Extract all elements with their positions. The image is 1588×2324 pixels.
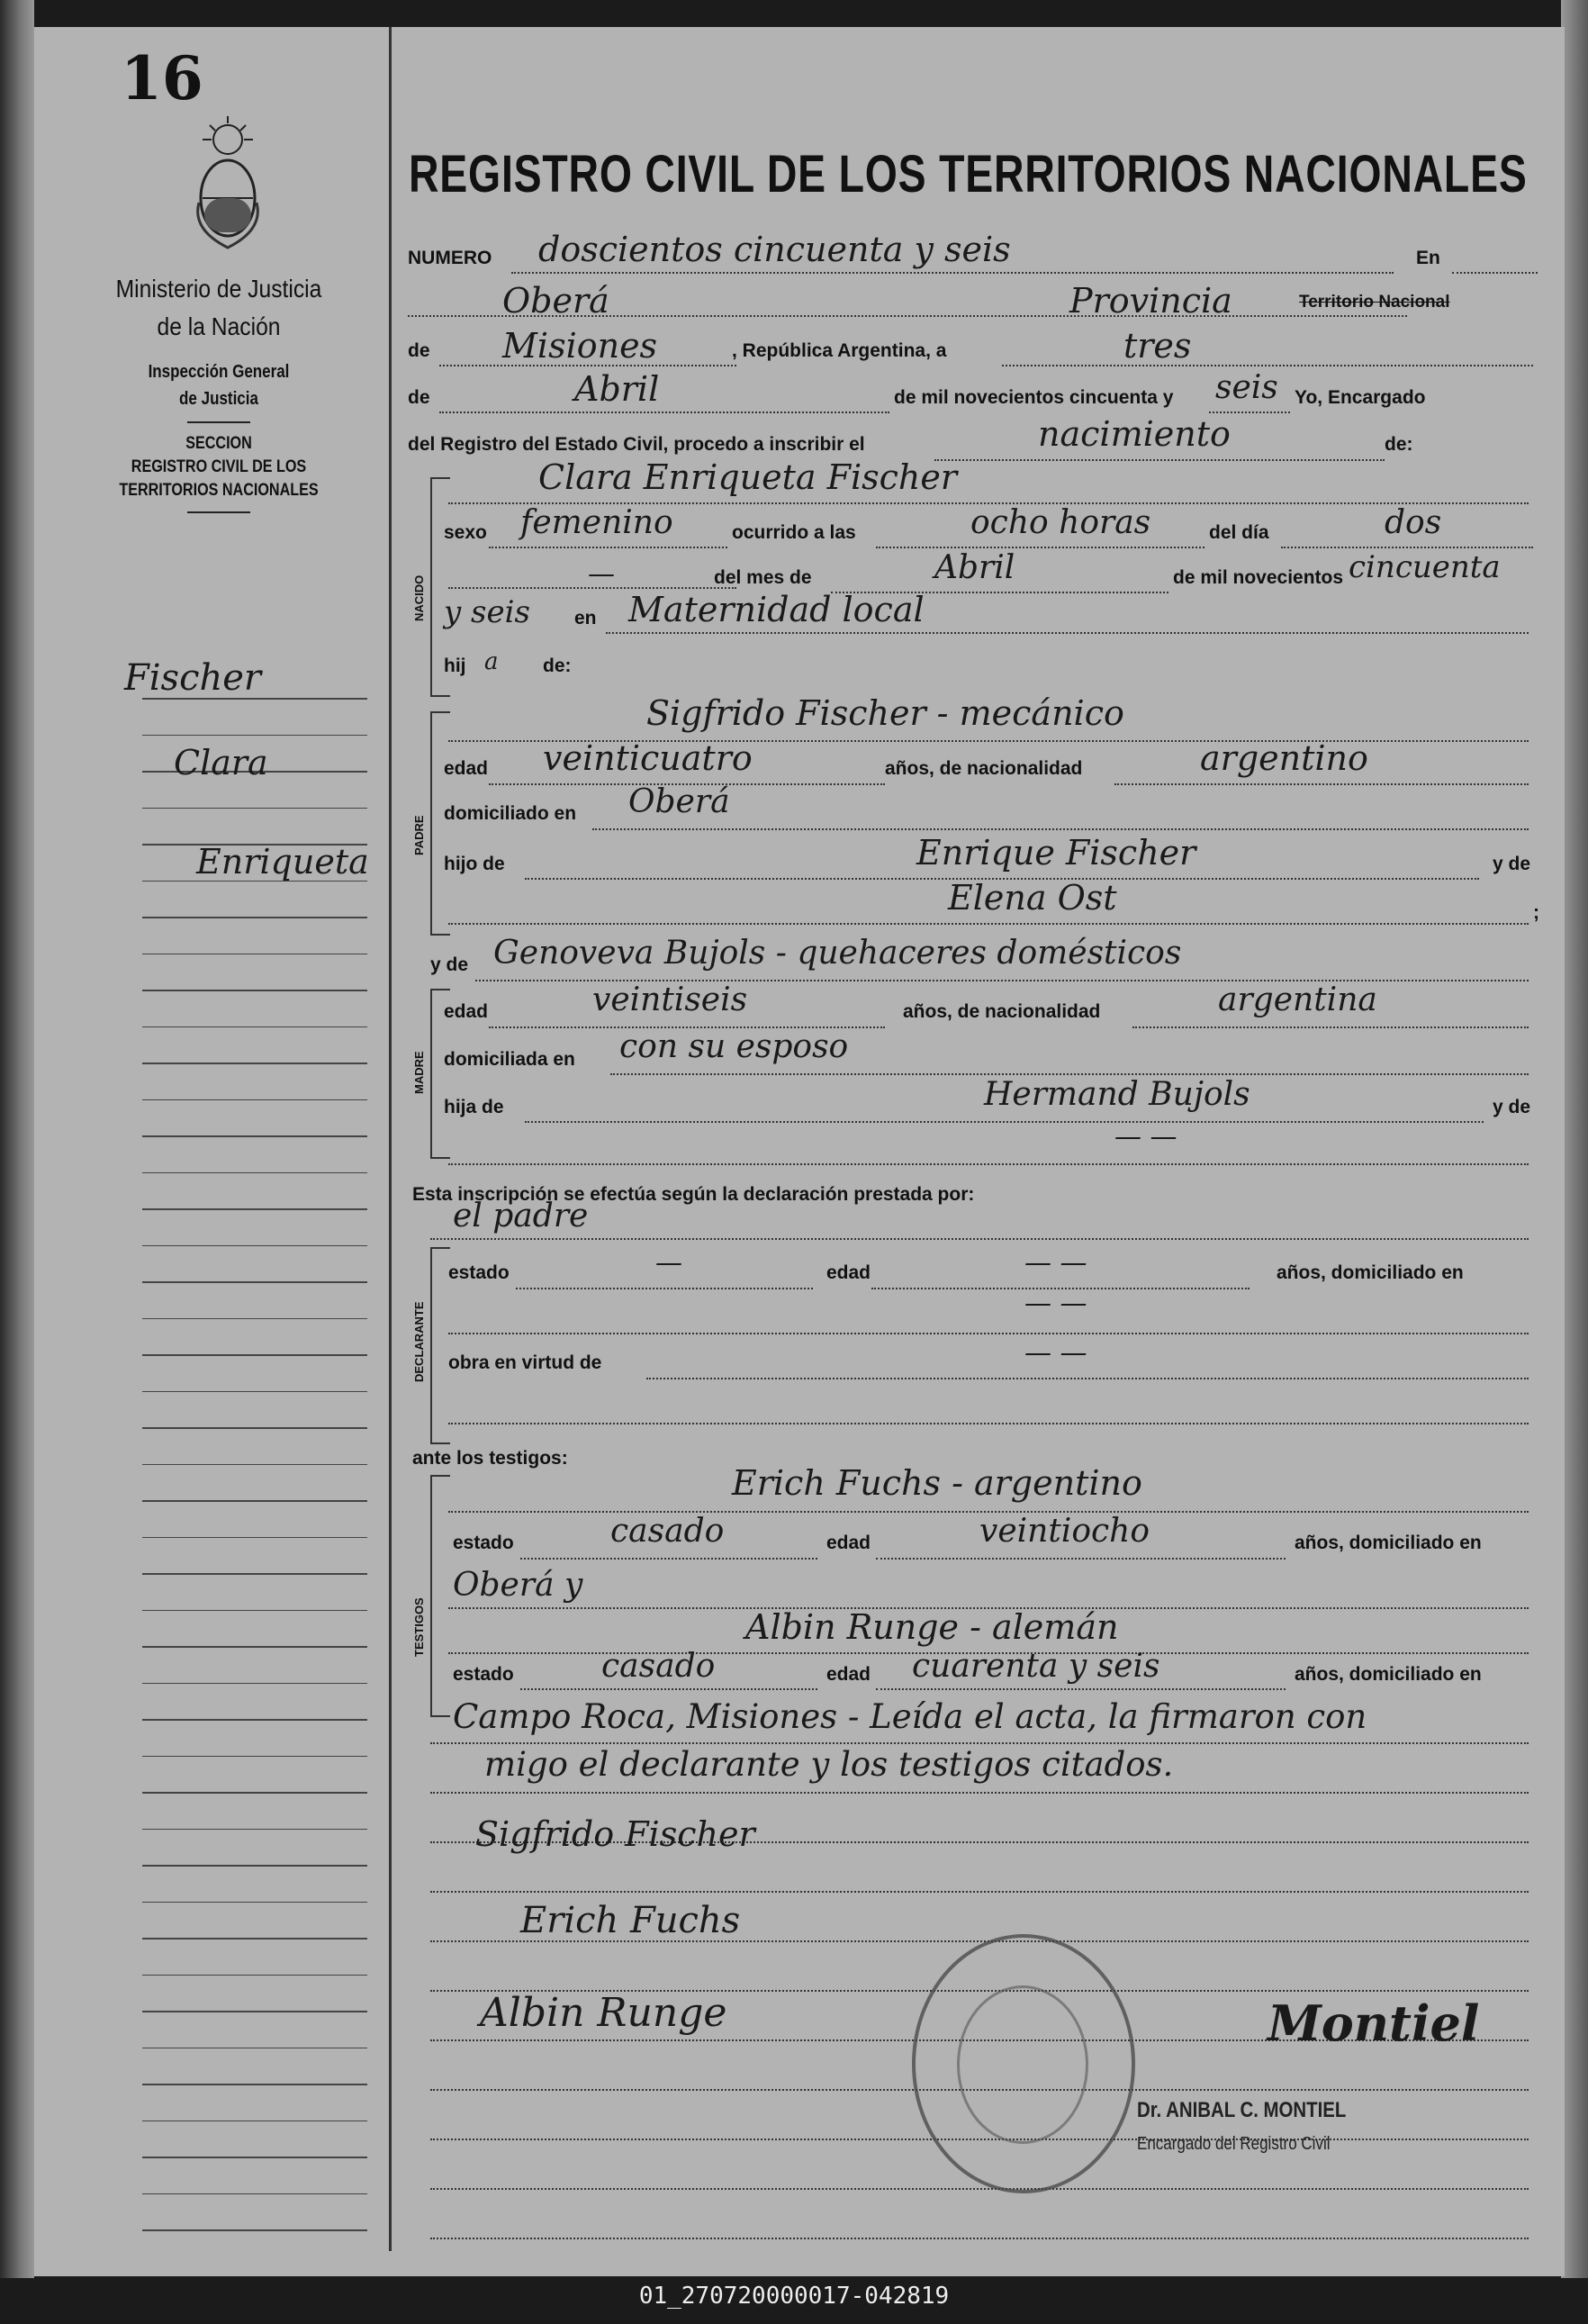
value-madre-dom: con su esposo bbox=[619, 1028, 849, 1065]
label-t2-estado: estado bbox=[453, 1664, 514, 1685]
section-name-2: TERRITORIOS NACIONALES bbox=[119, 481, 319, 500]
label-decl-estado: estado bbox=[448, 1262, 510, 1283]
book-binding bbox=[0, 0, 34, 2278]
value-padre-edad: veinticuatro bbox=[543, 738, 753, 778]
image-id-caption: 01_270720000017-042819 bbox=[638, 2283, 950, 2310]
label-de-2: de bbox=[408, 387, 430, 408]
label-hij: hij bbox=[444, 656, 466, 676]
value-testigo-1: Erich Fuchs - argentino bbox=[732, 1463, 1142, 1503]
margin-first-name: Clara bbox=[174, 743, 268, 782]
value-t1-edad: veintiocho bbox=[979, 1513, 1150, 1550]
label-nacido: NACIDO bbox=[412, 574, 426, 621]
value-dia: dos bbox=[1385, 504, 1442, 541]
signature-father: Sigfrido Fischer bbox=[475, 1814, 755, 1854]
value-anio-nac-2: y seis bbox=[444, 594, 530, 630]
label-madre-domicilio: domiciliada en bbox=[444, 1049, 575, 1070]
label-t2-anos: años, domiciliado en bbox=[1295, 1664, 1482, 1685]
margin-ruled-lines bbox=[142, 698, 367, 2266]
value-decl-edad: — — bbox=[1024, 1247, 1087, 1279]
value-cierre-1: Campo Roca, Misiones - Leída el acta, la firmaron con bbox=[453, 1697, 1367, 1736]
label-semicolon: ; bbox=[1533, 902, 1539, 923]
value-t2-estado: casado bbox=[601, 1648, 716, 1685]
label-inscripcion: Esta inscripción se efectúa según la declaración prestada por: bbox=[412, 1184, 975, 1205]
label-padre-domicilio: domiciliado en bbox=[444, 803, 577, 824]
value-nombre: Clara Enriqueta Fischer bbox=[538, 457, 958, 497]
margin-rule bbox=[389, 27, 392, 2251]
page-number: 16 bbox=[121, 43, 203, 113]
label-madre-anos: años, de nacionalidad bbox=[903, 1001, 1101, 1022]
value-padre-dom: Oberá bbox=[628, 783, 730, 820]
value-dash-1: — bbox=[588, 558, 615, 590]
label-madre-y-de: y de bbox=[1493, 1097, 1531, 1117]
label-de-colon: de: bbox=[1385, 434, 1413, 455]
label-registro: del Registro del Estado Civil, procedo a inscribir el bbox=[408, 434, 865, 455]
label-padre-anos: años, de nacionalidad bbox=[885, 758, 1083, 779]
value-numero: doscientos cincuenta y seis bbox=[538, 230, 1011, 269]
label-del-mes: del mes de bbox=[714, 567, 812, 588]
label-madre-edad: edad bbox=[444, 1001, 489, 1022]
label-t1-edad: edad bbox=[826, 1533, 871, 1553]
value-cierre-2: migo el declarante y los testigos citados. bbox=[484, 1745, 1174, 1784]
label-ocurrido: ocurrido a las bbox=[732, 522, 856, 543]
label-padre-edad: edad bbox=[444, 758, 489, 779]
declarante-bracket bbox=[430, 1247, 450, 1444]
label-en: En bbox=[1416, 248, 1440, 268]
margin-middle-name: Enriqueta bbox=[196, 842, 369, 882]
value-hora: ocho horas bbox=[970, 504, 1151, 541]
value-lugar-nac: Maternidad local bbox=[628, 590, 925, 629]
value-lugar: Oberá bbox=[502, 281, 609, 321]
page-edge bbox=[1561, 0, 1588, 2278]
value-decl-obra: — — bbox=[1024, 1337, 1087, 1369]
ministry-sub-1: Inspección General bbox=[148, 362, 290, 382]
label-t1-anos: años, domiciliado en bbox=[1295, 1533, 1482, 1553]
value-decl-estado: — bbox=[655, 1247, 682, 1279]
coat-of-arms-icon bbox=[192, 113, 264, 257]
value-padre-nombre: Sigfrido Fischer - mecánico bbox=[646, 693, 1124, 733]
value-declarante: el padre bbox=[453, 1198, 589, 1234]
value-t2-edad: cuarenta y seis bbox=[912, 1648, 1160, 1685]
label-hij-de: de: bbox=[543, 656, 572, 676]
label-obra: obra en virtud de bbox=[448, 1352, 602, 1373]
value-padre-nac: argentino bbox=[1200, 738, 1368, 778]
label-hijo-de: hijo de bbox=[444, 854, 505, 874]
value-provincia: Provincia bbox=[1069, 281, 1232, 321]
label-padre: PADRE bbox=[412, 815, 426, 855]
value-hij-suffix: a bbox=[484, 648, 499, 675]
value-padre-padre: Enrique Fischer bbox=[916, 833, 1196, 873]
value-padre-madre: Elena Ost bbox=[948, 878, 1117, 918]
label-de-1: de bbox=[408, 340, 430, 361]
value-testigo-2: Albin Runge - alemán bbox=[745, 1607, 1119, 1647]
section-name-1: REGISTRO CIVIL DE LOS bbox=[131, 457, 307, 476]
value-mes: Abril bbox=[574, 369, 660, 409]
label-territorio: Territorio Nacional bbox=[1299, 293, 1450, 312]
ministry-header bbox=[70, 270, 367, 522]
value-madre-madre: — — bbox=[1114, 1121, 1177, 1153]
value-madre-padre: Hermand Bujols bbox=[984, 1076, 1250, 1113]
value-territorio: Misiones bbox=[502, 326, 658, 366]
page-title: REGISTRO CIVIL DE LOS TERRITORIOS NACIONALES bbox=[409, 145, 1528, 203]
label-republica: , República Argentina, a bbox=[732, 340, 947, 361]
label-decl-anos: años, domiciliado en bbox=[1277, 1262, 1464, 1283]
label-t1-estado: estado bbox=[453, 1533, 514, 1553]
label-del-dia: del día bbox=[1209, 522, 1269, 543]
value-anio: seis bbox=[1215, 369, 1278, 406]
value-madre-edad: veintiseis bbox=[592, 981, 748, 1018]
value-t1-dom: Oberá y bbox=[453, 1567, 583, 1604]
label-decl-edad: edad bbox=[826, 1262, 871, 1283]
stamp-role: Encargado del Registro Civil bbox=[1137, 2134, 1331, 2154]
label-sexo: sexo bbox=[444, 522, 487, 543]
certificate-page bbox=[34, 27, 1565, 2276]
label-de-mil-2: de mil novecientos bbox=[1173, 567, 1344, 588]
testigos-bracket bbox=[430, 1475, 450, 1717]
label-hija-de: hija de bbox=[444, 1097, 504, 1117]
value-mes-nac: Abril bbox=[934, 549, 1015, 586]
value-madre-nac: argentina bbox=[1218, 981, 1377, 1018]
label-madre: MADRE bbox=[412, 1051, 426, 1094]
label-t2-edad: edad bbox=[826, 1664, 871, 1685]
ministry-title-2: de la Nación bbox=[157, 312, 281, 340]
value-dia-num: tres bbox=[1123, 326, 1192, 366]
label-numero: NUMERO bbox=[408, 248, 492, 268]
label-padre-y-de: y de bbox=[1493, 854, 1531, 874]
signature-official: Montiel bbox=[1268, 1994, 1480, 2052]
official-seal-inner bbox=[957, 1985, 1088, 2144]
label-ante: ante los testigos: bbox=[412, 1448, 568, 1469]
ministry-sub-2: de Justicia bbox=[179, 389, 258, 409]
value-anio-nac: cincuenta bbox=[1349, 549, 1501, 585]
signature-witness-2: Albin Runge bbox=[480, 1990, 727, 2036]
ministry-title-1: Ministerio de Justicia bbox=[115, 275, 322, 303]
value-sexo: femenino bbox=[520, 504, 673, 541]
value-decl-dash: — — bbox=[1024, 1288, 1087, 1319]
section-divider bbox=[187, 511, 250, 513]
label-madre-y-de: y de bbox=[430, 954, 469, 975]
section-label: SECCION bbox=[185, 434, 252, 453]
label-declarante: DECLARANTE bbox=[412, 1301, 426, 1382]
value-t1-estado: casado bbox=[610, 1513, 725, 1550]
signature-witness-1: Erich Fuchs bbox=[520, 1900, 741, 1941]
label-en-2: en bbox=[574, 608, 597, 628]
value-madre-nombre: Genoveva Bujols - quehaceres domésticos bbox=[493, 935, 1182, 972]
label-testigos: TESTIGOS bbox=[412, 1597, 426, 1657]
ministry-divider bbox=[187, 421, 250, 423]
value-acto: nacimiento bbox=[1038, 414, 1231, 454]
label-yo: Yo, Encargado bbox=[1295, 387, 1426, 408]
label-de-mil: de mil novecientos cincuenta y bbox=[894, 387, 1174, 408]
margin-surname: Fischer bbox=[124, 657, 262, 699]
stamp-name: Dr. ANIBAL C. MONTIEL bbox=[1137, 2098, 1347, 2122]
